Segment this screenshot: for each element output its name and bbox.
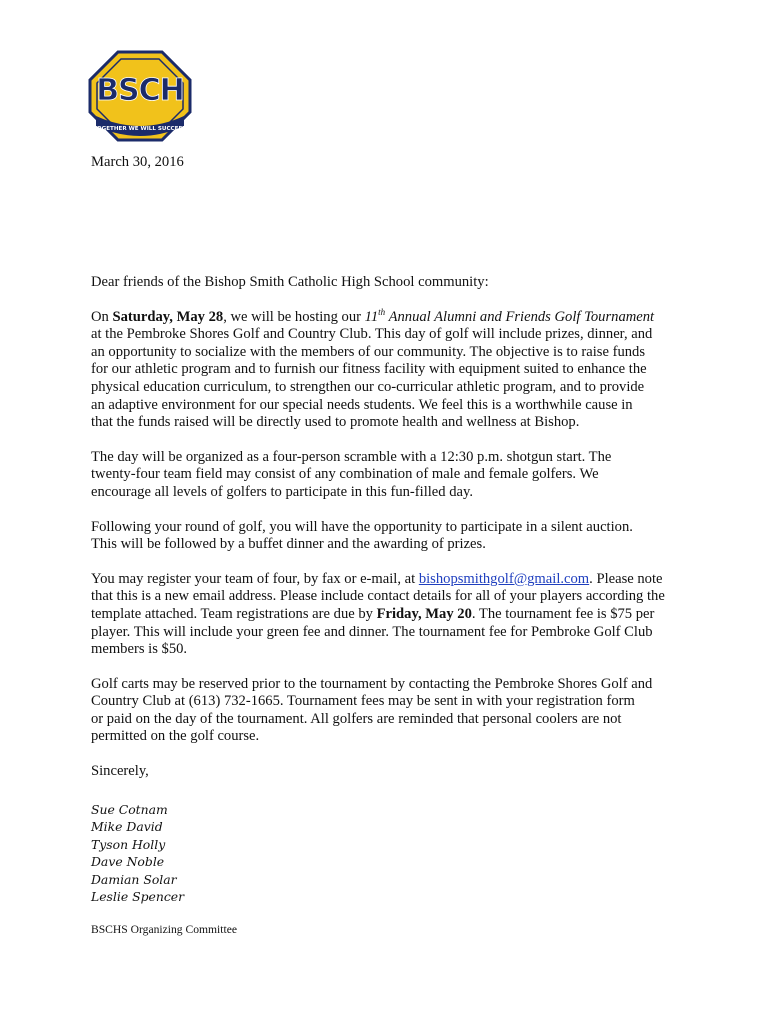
paragraph-4 [91,571,711,659]
signature-name: Tyson Holly [91,836,166,852]
signature-list [91,801,184,905]
paragraph-4-line: You may register your team of four, by fax or e-mail, at bishopsmithgolf@gmail.com. Please note [91,570,663,587]
salutation: Dear friends of the Bishop Smith Catholic High School community: [91,274,489,290]
signature-name: Dave Noble [91,854,165,870]
paragraph-2-line: encourage all levels of golfers to participate in this fun-filled day. [91,483,474,500]
paragraph-3-line: This will be followed by a buffet dinner and the awarding of prizes. [91,536,486,553]
paragraph-5-line: or paid on the day of the tournament. All golfers are reminded that personal coolers are not [91,710,622,727]
closing: Sincerely, [91,763,149,780]
committee-name: BSCHS Organizing Committee [91,923,237,936]
school-crest-icon [88,50,192,142]
paragraph-2 [91,449,711,502]
svg-text:BSCH: BSCH [96,73,184,108]
event-date: Saturday, May 28 [112,308,224,325]
paragraph-3 [91,519,711,554]
paragraph-1-line: an adaptive environment for our special needs students. We feel this is a worthwhile cause in [91,396,633,413]
paragraph-2-line: The day will be organized as a four-person scramble with a 12:30 p.m. shotgun start. The [91,448,612,465]
paragraph-1-line: at the Pembroke Shores Golf and Country Club. This day of golf will include prizes, dinner, and [91,326,653,343]
paragraph-4-line: that this is a new email address. Please include contact details for all of your players according the [91,588,665,605]
paragraph-5-line: Golf carts may be reserved prior to the tournament by contacting the Pembroke Shores Golf and [91,675,653,692]
paragraph-4-line: template attached. Team registrations are due by Friday, May 20. The tournament fee is $75 per [91,605,655,622]
email-link[interactable]: bishopsmithgolf@gmail.com [418,570,590,587]
event-name: 11th Annual Alumni and Friends Golf Tournament [364,306,655,325]
paragraph-2-line: twenty-four team field may consist of any combination of male and female golfers. We [91,466,599,483]
paragraph-1-line: that the funds raised will be directly used to promote health and wellness at Bishop. [91,414,580,431]
registration-deadline: Friday, May 20 [376,605,472,622]
signature-name: Damian Solar [91,871,177,887]
paragraph-4-line: player. This will include your green fee and dinner. The tournament fee for Pembroke Golf Club [91,623,653,640]
signature-name: Leslie Spencer [91,889,185,905]
signature-name: Mike David [91,819,163,835]
letter-date: March 30, 2016 [91,154,184,170]
paragraph-3-line: Following your round of golf, you will have the opportunity to participate in a silent auction. [91,518,633,535]
paragraph-5-line: permitted on the golf course. [91,728,260,745]
paragraph-4-line: members is $50. [91,641,188,658]
signature-name: Sue Cotnam [91,802,168,817]
paragraph-5 [91,676,711,746]
paragraph-1-line-1: On Saturday, May 28, we will be hosting our 11th Annual Alumni and Friends Golf Tournament [91,306,655,325]
paragraph-1-line: physical education curriculum, to strengthen our co-curricular athletic program, and to provide [91,378,645,395]
letter-body [91,274,711,798]
logo-motto: TOGETHER WE WILL SUCCEED [93,126,187,132]
paragraph-1 [91,306,711,432]
paragraph-5-line: Country Club at (613) 732-1665. Tournament fees may be sent in with your registration form [91,693,635,710]
school-logo [88,50,192,142]
paragraph-1-line: for our athletic program and to furnish our fitness facility with equipment suited to enhance the [91,361,647,378]
paragraph-1-line: an opportunity to socialize with the members of our community. The objective is to raise funds [91,343,646,360]
